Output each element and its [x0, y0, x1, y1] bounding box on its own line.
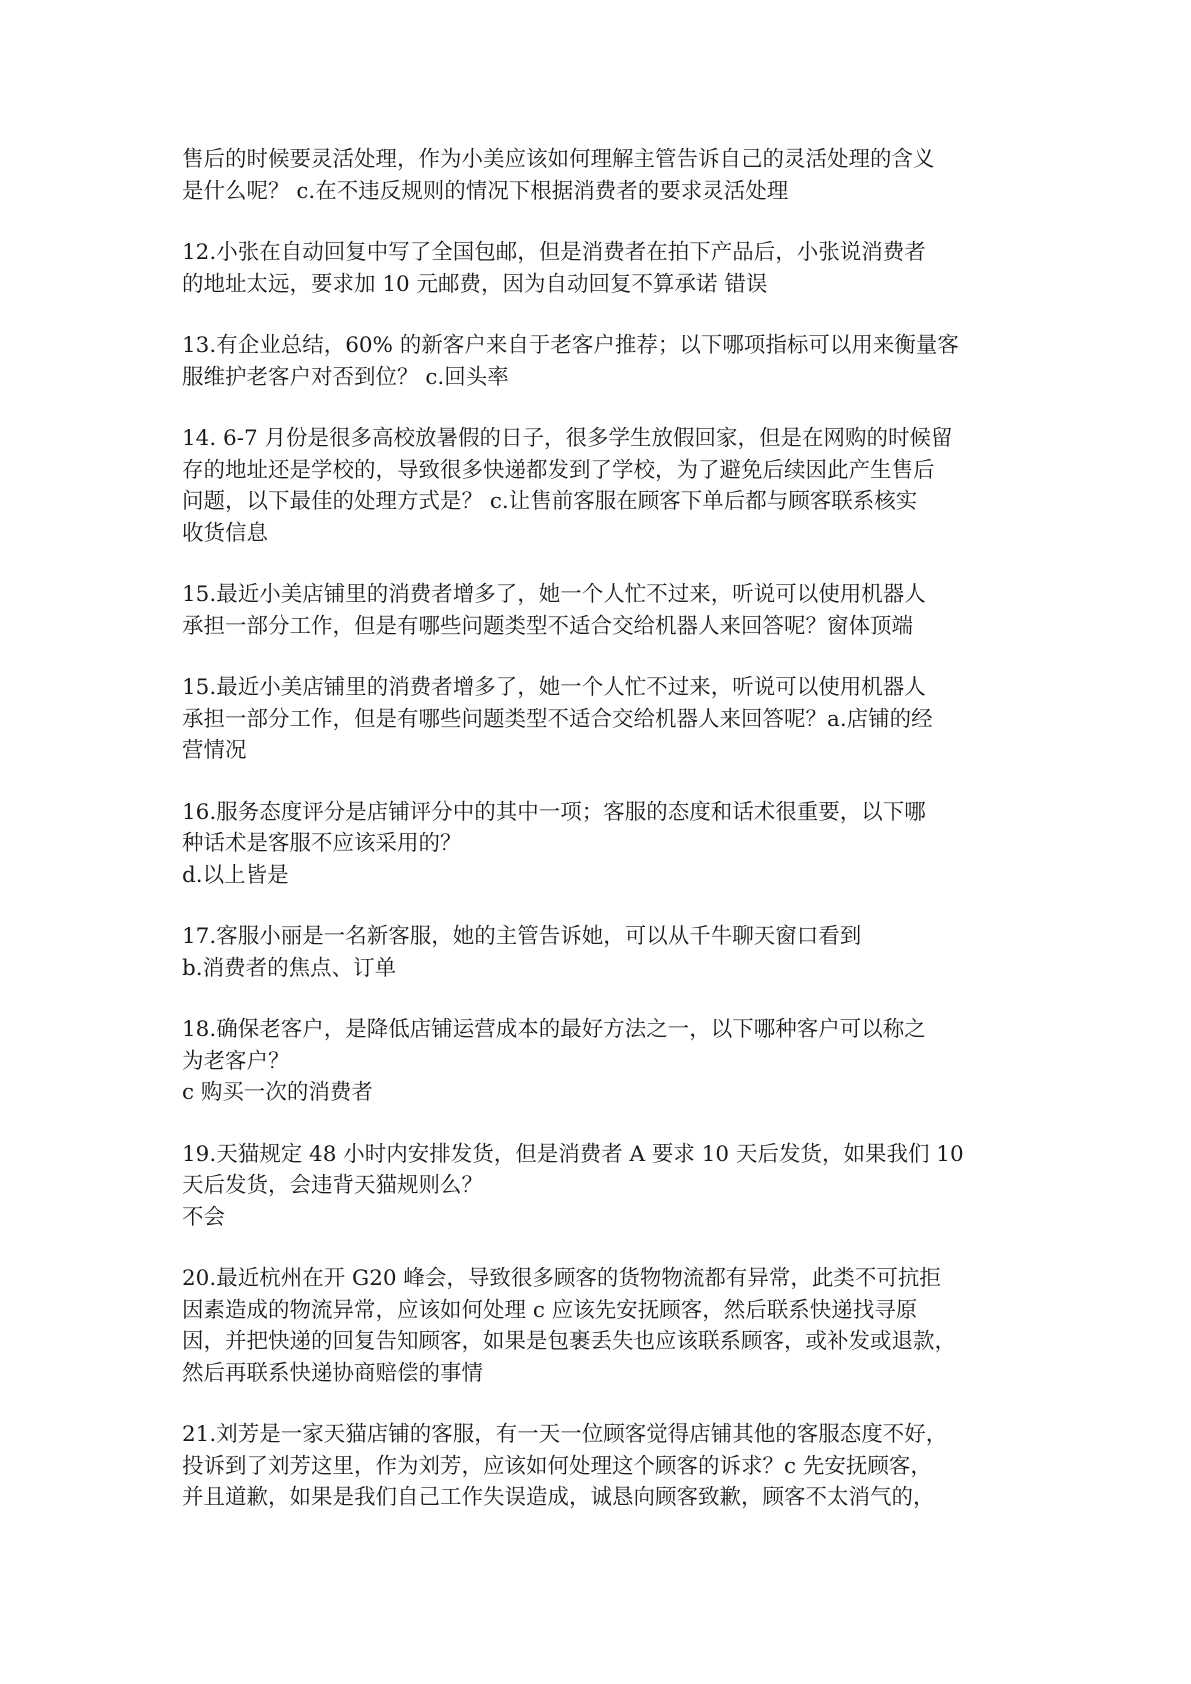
text-line: 承担一部分工作，但是有哪些问题类型不适合交给机器人来回答呢？a.店铺的经	[182, 706, 933, 732]
text-line: 13.有企业总结，60% 的新客户来自于老客户推荐；以下哪项指标可以用来衡量客	[182, 333, 959, 358]
paragraph-p17	[182, 921, 1017, 984]
text-line: 收货信息	[182, 520, 269, 546]
paragraph-p15a	[182, 579, 1017, 642]
text-line: 种话术是客服不应该采用的？	[182, 831, 462, 856]
paragraph-p21	[182, 1419, 1017, 1514]
text-line: 天后发货，会违背天猫规则么？	[182, 1173, 484, 1198]
paragraph-p13	[182, 330, 1017, 393]
text-line: c 购买一次的消费者	[182, 1080, 373, 1105]
paragraph-p14	[182, 423, 1017, 549]
text-line: 营情况	[182, 738, 247, 763]
text-line: b.消费者的焦点、订单	[182, 955, 397, 981]
text-line: d.以上皆是	[182, 862, 289, 888]
text-line: 16.服务态度评分是店铺评分中的其中一项；客服的态度和话术很重要，以下哪	[182, 799, 926, 825]
document-page	[182, 144, 1017, 1544]
paragraph-p18	[182, 1014, 1017, 1109]
text-line: 服维护老客户对否到位？ c.回头率	[182, 364, 509, 390]
paragraph-p20	[182, 1263, 1017, 1389]
text-line: 不会	[182, 1204, 226, 1230]
text-line: 因，并把快递的回复告知顾客，如果是包裹丢失也应该联系顾客，或补发或退款，	[182, 1329, 957, 1354]
text-line: 问题，以下最佳的处理方式是？ c.让售前客服在顾客下单后都与顾客联系核实	[182, 489, 918, 514]
text-line: 14. 6-7 月份是很多高校放暑假的日子，很多学生放假回家，但是在网购的时候留	[182, 426, 953, 451]
text-line: 17.客服小丽是一名新客服，她的主管告诉她，可以从千牛聊天窗口看到	[182, 924, 862, 949]
text-line: 承担一部分工作，但是有哪些问题类型不适合交给机器人来回答呢？窗体顶端	[182, 613, 914, 639]
text-line: 15.最近小美店铺里的消费者增多了，她一个人忙不过来，听说可以使用机器人	[182, 675, 926, 700]
paragraph-p15b	[182, 672, 1017, 767]
text-line: 的地址太远，要求加 10 元邮费，因为自动回复不算承诺 错误	[182, 271, 768, 297]
text-line: 为老客户？	[182, 1048, 290, 1074]
text-line: 存的地址还是学校的，导致很多快递都发到了学校，为了避免后续因此产生售后	[182, 457, 935, 483]
text-line: 投诉到了刘芳这里，作为刘芳，应该如何处理这个顾客的诉求？c 先安抚顾客，	[182, 1453, 932, 1479]
paragraph-p19	[182, 1139, 1017, 1234]
text-line: 然后再联系快递协商赔偿的事情	[182, 1360, 484, 1386]
text-line: 并且道歉，如果是我们自己工作失误造成，诚恳向顾客致歉，顾客不太消气的，	[182, 1485, 935, 1510]
text-line: 20.最近杭州在开 G20 峰会，导致很多顾客的货物物流都有异常，此类不可抗拒	[182, 1266, 941, 1291]
text-line: 18.确保老客户，是降低店铺运营成本的最好方法之一，以下哪种客户可以称之	[182, 1017, 926, 1042]
text-line: 因素造成的物流异常，应该如何处理 c 应该先安抚顾客，然后联系快递找寻原	[182, 1297, 918, 1323]
text-line: 19.天猫规定 48 小时内安排发货，但是消费者 A 要求 10 天后发货，如果我们 10	[182, 1141, 964, 1167]
text-line: 售后的时候要灵活处理，作为小美应该如何理解主管告诉自己的灵活处理的含义	[182, 147, 935, 172]
text-line: 12.小张在自动回复中写了全国包邮，但是消费者在拍下产品后，小张说消费者	[182, 240, 926, 265]
text-line: 是什么呢？ c.在不违反规则的情况下根据消费者的要求灵活处理	[182, 178, 789, 204]
paragraph-p11-cont	[182, 144, 1017, 207]
text-line: 21.刘芳是一家天猫店铺的客服，有一天一位顾客觉得店铺其他的客服态度不好，	[182, 1422, 948, 1447]
paragraph-p12	[182, 237, 1017, 300]
text-line: 15.最近小美店铺里的消费者增多了，她一个人忙不过来，听说可以使用机器人	[182, 582, 926, 607]
paragraph-p16	[182, 797, 1017, 892]
